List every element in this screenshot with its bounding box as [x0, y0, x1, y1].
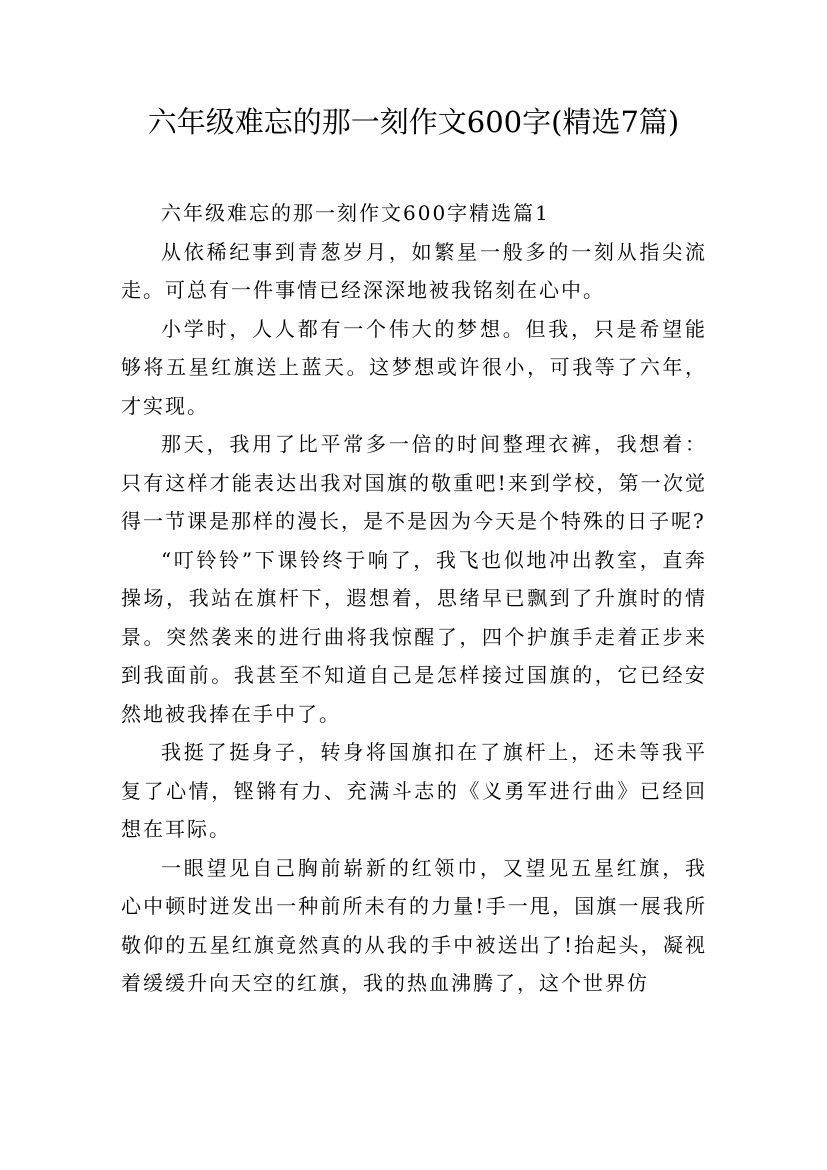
paragraph: 我挺了挺身子，转身将国旗扣在了旗杆上，还未等我平复了心情，铿锵有力、充满斗志的《义勇军进行曲》已经回想在耳际。 — [121, 740, 707, 841]
document-title: 六年级难忘的那一刻作文600字(精选7篇) — [147, 105, 680, 139]
paragraph: 小学时，人人都有一个伟大的梦想。但我，只是希望能够将五星红旗送上蓝天。这梦想或许很小，可我等了六年，才实现。 — [121, 316, 707, 418]
paragraph: 一眼望见自己胸前崭新的红领巾，又望见五星红旗，我心中顿时迸发出一种前所未有的力量!手一甩，国旗一展我所敬仰的五星红旗竟然真的从我的手中被送出了!抬起头，凝视着缓缓升向天空的红旗，我的热血沸腾了，这个世界仿 — [121, 855, 707, 995]
section-heading: 六年级难忘的那一刻作文600字精选篇1 — [161, 201, 550, 225]
paragraph: 从依稀纪事到青葱岁月，如繁星一般多的一刻从指尖流走。可总有一件事情已经深深地被我铭刻在心中。 — [121, 239, 707, 302]
document-body — [121, 194, 707, 1003]
paragraph: 那天，我用了比平常多一倍的时间整理衣裤，我想着：只有这样才能表达出我对国旗的敬重吧!来到学校，第一次觉得一节课是那样的漫长，是不是因为今天是个特殊的日子呢? — [121, 432, 707, 533]
paragraph: “叮铃铃”下课铃终于响了，我飞也似地冲出教室，直奔操场，我站在旗杆下，遐想着，思绪早已飘到了升旗时的情景。突然袭来的进行曲将我惊醒了，四个护旗手走着正步来到我面前。我甚至不知道自己是怎样接过国旗的，它已经安然地被我捧在手中了。 — [121, 547, 707, 726]
